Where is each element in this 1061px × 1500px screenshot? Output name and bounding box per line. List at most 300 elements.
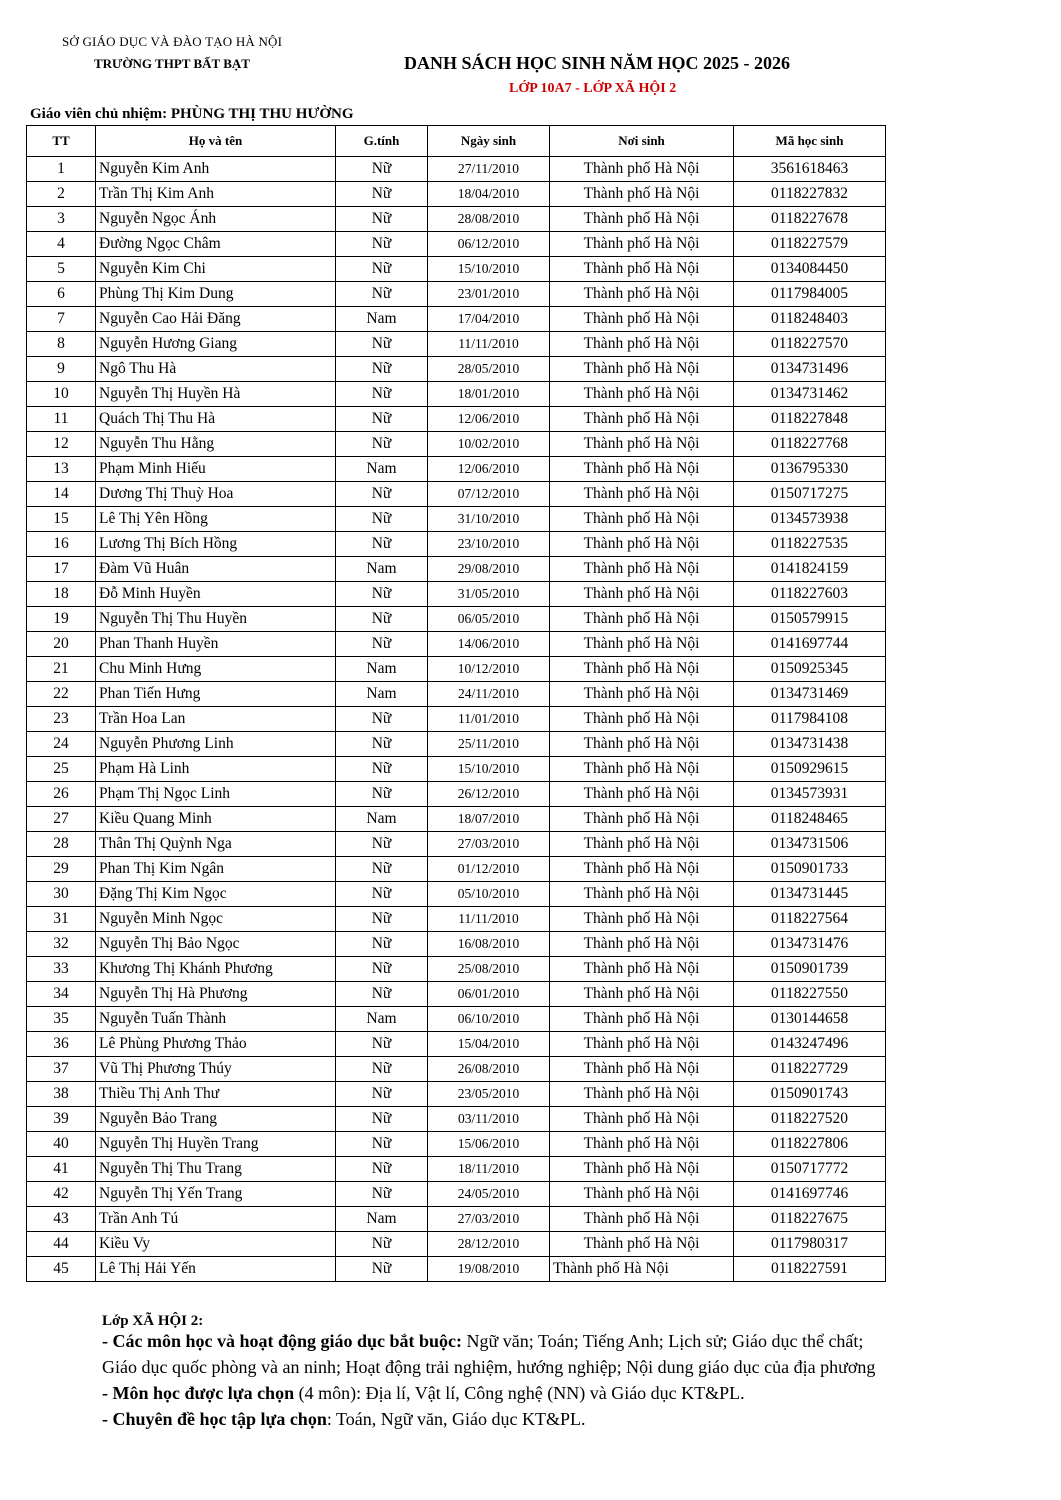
cell-tt: 28 xyxy=(27,832,96,857)
cell-gender: Nữ xyxy=(336,882,428,907)
table-row xyxy=(27,482,886,507)
cell-tt: 35 xyxy=(27,1007,96,1032)
table-row xyxy=(27,982,886,1007)
cell-tt: 37 xyxy=(27,1057,96,1082)
cell-birthplace: Thành phố Hà Nội xyxy=(550,1182,734,1207)
cell-dob: 10/12/2010 xyxy=(428,657,550,682)
cell-birthplace: Thành phố Hà Nội xyxy=(550,157,734,182)
cell-gender: Nữ xyxy=(336,532,428,557)
cell-dob: 26/12/2010 xyxy=(428,782,550,807)
cell-student-id: 0134731506 xyxy=(734,832,886,857)
table-row xyxy=(27,557,886,582)
table-header-row xyxy=(27,126,886,157)
cell-tt: 10 xyxy=(27,382,96,407)
table-row xyxy=(27,307,886,332)
cell-student-id: 0134731462 xyxy=(734,382,886,407)
cell-tt: 17 xyxy=(27,557,96,582)
cell-student-id: 0118227832 xyxy=(734,182,886,207)
cell-student-id: 0117984108 xyxy=(734,707,886,732)
cell-student-id: 0150901739 xyxy=(734,957,886,982)
cell-student-id: 0134084450 xyxy=(734,257,886,282)
cell-birthplace: Thành phố Hà Nội xyxy=(550,532,734,557)
cell-dob: 25/11/2010 xyxy=(428,732,550,757)
cell-tt: 18 xyxy=(27,582,96,607)
cell-name: Nguyễn Thị Hà Phương xyxy=(96,982,336,1007)
cell-student-id: 0134573938 xyxy=(734,507,886,532)
cell-student-id: 0141697744 xyxy=(734,632,886,657)
cell-dob: 27/03/2010 xyxy=(428,832,550,857)
cell-tt: 42 xyxy=(27,1182,96,1207)
cell-gender: Nữ xyxy=(336,732,428,757)
cell-birthplace: Thành phố Hà Nội xyxy=(550,457,734,482)
homeroom-teacher: Giáo viên chủ nhiệm: PHÙNG THỊ THU HƯỜNG xyxy=(30,106,354,122)
cell-gender: Nữ xyxy=(336,1107,428,1132)
class-subtitle: LỚP 10A7 - LỚP XÃ HỘI 2 xyxy=(509,81,677,96)
cell-tt: 15 xyxy=(27,507,96,532)
cell-student-id: 0150901733 xyxy=(734,857,886,882)
table-row xyxy=(27,332,886,357)
cell-tt: 5 xyxy=(27,257,96,282)
cell-dob: 18/01/2010 xyxy=(428,382,550,407)
elective-topics xyxy=(102,1406,892,1432)
cell-dob: 24/05/2010 xyxy=(428,1182,550,1207)
cell-gender: Nữ xyxy=(336,832,428,857)
cell-tt: 13 xyxy=(27,457,96,482)
cell-student-id: 0130144658 xyxy=(734,1007,886,1032)
table-row xyxy=(27,957,886,982)
cell-dob: 29/08/2010 xyxy=(428,557,550,582)
cell-dob: 31/05/2010 xyxy=(428,582,550,607)
cell-dob: 06/10/2010 xyxy=(428,1007,550,1032)
cell-gender: Nữ xyxy=(336,1082,428,1107)
table-row xyxy=(27,182,886,207)
cell-birthplace: Thành phố Hà Nội xyxy=(550,357,734,382)
cell-dob: 03/11/2010 xyxy=(428,1107,550,1132)
cell-tt: 34 xyxy=(27,982,96,1007)
cell-dob: 28/05/2010 xyxy=(428,357,550,382)
col-header-name: Họ và tên xyxy=(96,126,336,157)
table-body xyxy=(27,157,886,1282)
cell-name: Nguyễn Tuấn Thành xyxy=(96,1007,336,1032)
cell-birthplace: Thành phố Hà Nội xyxy=(550,207,734,232)
table-row xyxy=(27,682,886,707)
cell-student-id: 0134731476 xyxy=(734,932,886,957)
cell-gender: Nữ xyxy=(336,1157,428,1182)
table-row xyxy=(27,232,886,257)
cell-dob: 15/10/2010 xyxy=(428,257,550,282)
table-row xyxy=(27,407,886,432)
cell-tt: 21 xyxy=(27,657,96,682)
table-row xyxy=(27,932,886,957)
elective-subjects xyxy=(102,1380,892,1406)
cell-tt: 6 xyxy=(27,282,96,307)
cell-tt: 32 xyxy=(27,932,96,957)
cell-birthplace: Thành phố Hà Nội xyxy=(550,257,734,282)
cell-student-id: 0118227675 xyxy=(734,1207,886,1232)
cell-student-id: 0134731469 xyxy=(734,682,886,707)
table-row xyxy=(27,1057,886,1082)
cell-dob: 27/03/2010 xyxy=(428,1207,550,1232)
cell-birthplace: Thành phố Hà Nội xyxy=(550,1132,734,1157)
cell-name: Nguyễn Bảo Trang xyxy=(96,1107,336,1132)
cell-student-id: 0118227564 xyxy=(734,907,886,932)
cell-birthplace: Thành phố Hà Nội xyxy=(550,807,734,832)
cell-name: Lê Thị Hải Yến xyxy=(96,1257,336,1282)
department-name: SỞ GIÁO DỤC VÀ ĐÀO TẠO HÀ NỘI xyxy=(62,34,283,49)
cell-dob: 18/07/2010 xyxy=(428,807,550,832)
cell-name: Phùng Thị Kim Dung xyxy=(96,282,336,307)
cell-dob: 31/10/2010 xyxy=(428,507,550,532)
cell-student-id: 0150579915 xyxy=(734,607,886,632)
table-row xyxy=(27,432,886,457)
cell-name: Nguyễn Kim Chi xyxy=(96,257,336,282)
cell-birthplace: Thành phố Hà Nội xyxy=(550,432,734,457)
cell-name: Phan Thanh Huyền xyxy=(96,632,336,657)
cell-tt: 12 xyxy=(27,432,96,457)
table-row xyxy=(27,607,886,632)
cell-birthplace: Thành phố Hà Nội xyxy=(550,957,734,982)
cell-tt: 38 xyxy=(27,1082,96,1107)
cell-birthplace: Thành phố Hà Nội xyxy=(550,632,734,657)
cell-birthplace: Thành phố Hà Nội xyxy=(550,332,734,357)
required-subjects xyxy=(102,1328,892,1380)
cell-gender: Nữ xyxy=(336,857,428,882)
cell-birthplace: Thành phố Hà Nội xyxy=(550,1057,734,1082)
table-row xyxy=(27,657,886,682)
cell-tt: 9 xyxy=(27,357,96,382)
cell-student-id: 0150717275 xyxy=(734,482,886,507)
table-row xyxy=(27,757,886,782)
table-row xyxy=(27,807,886,832)
cell-student-id: 0118227570 xyxy=(734,332,886,357)
cell-gender: Nữ xyxy=(336,182,428,207)
table-row xyxy=(27,1107,886,1132)
cell-name: Đàm Vũ Huân xyxy=(96,557,336,582)
cell-dob: 17/04/2010 xyxy=(428,307,550,332)
cell-name: Đường Ngọc Châm xyxy=(96,232,336,257)
cell-birthplace: Thành phố Hà Nội xyxy=(550,232,734,257)
cell-student-id: 0141824159 xyxy=(734,557,886,582)
cell-gender: Nữ xyxy=(336,582,428,607)
table-row xyxy=(27,507,886,532)
cell-dob: 14/06/2010 xyxy=(428,632,550,657)
cell-dob: 26/08/2010 xyxy=(428,1057,550,1082)
table-row xyxy=(27,282,886,307)
cell-tt: 19 xyxy=(27,607,96,632)
cell-dob: 15/06/2010 xyxy=(428,1132,550,1157)
cell-gender: Nữ xyxy=(336,782,428,807)
cell-gender: Nữ xyxy=(336,507,428,532)
cell-gender: Nam xyxy=(336,1007,428,1032)
table-row xyxy=(27,1032,886,1057)
cell-name: Ngô Thu Hà xyxy=(96,357,336,382)
cell-dob: 24/11/2010 xyxy=(428,682,550,707)
cell-tt: 2 xyxy=(27,182,96,207)
cell-student-id: 0118227520 xyxy=(734,1107,886,1132)
cell-name: Nguyễn Phương Linh xyxy=(96,732,336,757)
cell-name: Lê Thị Yên Hồng xyxy=(96,507,336,532)
cell-student-id: 0118227806 xyxy=(734,1132,886,1157)
table-row xyxy=(27,457,886,482)
cell-student-id: 0118227603 xyxy=(734,582,886,607)
cell-student-id: 0117984005 xyxy=(734,282,886,307)
cell-tt: 30 xyxy=(27,882,96,907)
cell-name: Phạm Minh Hiếu xyxy=(96,457,336,482)
cell-tt: 11 xyxy=(27,407,96,432)
col-header-student-id: Mã học sinh xyxy=(734,126,886,157)
cell-birthplace: Thành phố Hà Nội xyxy=(550,1007,734,1032)
cell-birthplace: Thành phố Hà Nội xyxy=(550,282,734,307)
cell-dob: 28/12/2010 xyxy=(428,1232,550,1257)
cell-dob: 11/01/2010 xyxy=(428,707,550,732)
cell-tt: 33 xyxy=(27,957,96,982)
cell-dob: 28/08/2010 xyxy=(428,207,550,232)
cell-student-id: 0118227591 xyxy=(734,1257,886,1282)
cell-gender: Nữ xyxy=(336,707,428,732)
cell-dob: 06/12/2010 xyxy=(428,232,550,257)
cell-name: Kiều Vy xyxy=(96,1232,336,1257)
cell-dob: 23/10/2010 xyxy=(428,532,550,557)
cell-name: Khương Thị Khánh Phương xyxy=(96,957,336,982)
cell-dob: 16/08/2010 xyxy=(428,932,550,957)
cell-birthplace: Thành phố Hà Nội xyxy=(550,1107,734,1132)
cell-birthplace: Thành phố Hà Nội xyxy=(550,832,734,857)
cell-name: Nguyễn Kim Anh xyxy=(96,157,336,182)
cell-gender: Nữ xyxy=(336,1182,428,1207)
cell-name: Nguyễn Thị Thu Huyền xyxy=(96,607,336,632)
cell-name: Nguyễn Thị Huyền Hà xyxy=(96,382,336,407)
table-row xyxy=(27,907,886,932)
col-header-dob: Ngày sinh xyxy=(428,126,550,157)
cell-birthplace: Thành phố Hà Nội xyxy=(550,1082,734,1107)
cell-name: Thiều Thị Anh Thư xyxy=(96,1082,336,1107)
cell-birthplace: Thành phố Hà Nội xyxy=(550,582,734,607)
cell-tt: 29 xyxy=(27,857,96,882)
cell-birthplace: Thành phố Hà Nội xyxy=(550,782,734,807)
cell-gender: Nữ xyxy=(336,1232,428,1257)
cell-name: Nguyễn Minh Ngọc xyxy=(96,907,336,932)
cell-gender: Nữ xyxy=(336,907,428,932)
cell-birthplace: Thành phố Hà Nội xyxy=(550,307,734,332)
subject-notes xyxy=(102,1328,892,1432)
topics-text: : Toán, Ngữ văn, Giáo dục KT&PL. xyxy=(326,1409,586,1429)
cell-student-id: 0118248465 xyxy=(734,807,886,832)
cell-student-id: 0150929615 xyxy=(734,757,886,782)
cell-birthplace: Thành phố Hà Nội xyxy=(550,407,734,432)
cell-birthplace: Thành phố Hà Nội xyxy=(550,482,734,507)
cell-tt: 4 xyxy=(27,232,96,257)
cell-gender: Nữ xyxy=(336,482,428,507)
col-header-gender: G.tính xyxy=(336,126,428,157)
cell-gender: Nữ xyxy=(336,1132,428,1157)
table-row xyxy=(27,832,886,857)
cell-birthplace: Thành phố Hà Nội xyxy=(550,182,734,207)
cell-student-id: 3561618463 xyxy=(734,157,886,182)
cell-student-id: 0141697746 xyxy=(734,1182,886,1207)
cell-dob: 23/01/2010 xyxy=(428,282,550,307)
cell-birthplace: Thành phố Hà Nội xyxy=(550,1232,734,1257)
cell-tt: 20 xyxy=(27,632,96,657)
cell-gender: Nữ xyxy=(336,232,428,257)
cell-dob: 11/11/2010 xyxy=(428,332,550,357)
cell-name: Lương Thị Bích Hồng xyxy=(96,532,336,557)
cell-tt: 1 xyxy=(27,157,96,182)
cell-gender: Nữ xyxy=(336,332,428,357)
cell-gender: Nam xyxy=(336,457,428,482)
cell-student-id: 0118248403 xyxy=(734,307,886,332)
cell-gender: Nữ xyxy=(336,257,428,282)
cell-tt: 22 xyxy=(27,682,96,707)
cell-tt: 27 xyxy=(27,807,96,832)
cell-name: Nguyễn Thị Yến Trang xyxy=(96,1182,336,1207)
table-row xyxy=(27,732,886,757)
table-row xyxy=(27,1007,886,1032)
cell-birthplace: Thành phố Hà Nội xyxy=(550,857,734,882)
table-row xyxy=(27,882,886,907)
table-row xyxy=(27,707,886,732)
cell-dob: 06/01/2010 xyxy=(428,982,550,1007)
notes-class-label: Lớp XÃ HỘI 2: xyxy=(102,1313,204,1329)
cell-gender: Nam xyxy=(336,657,428,682)
cell-student-id: 0134731438 xyxy=(734,732,886,757)
cell-birthplace: Thành phố Hà Nội xyxy=(550,1257,734,1282)
cell-name: Trần Thị Kim Anh xyxy=(96,182,336,207)
cell-dob: 11/11/2010 xyxy=(428,907,550,932)
table-row xyxy=(27,157,886,182)
table-row xyxy=(27,357,886,382)
cell-birthplace: Thành phố Hà Nội xyxy=(550,507,734,532)
cell-student-id: 0134731445 xyxy=(734,882,886,907)
cell-name: Nguyễn Thị Thu Trang xyxy=(96,1157,336,1182)
cell-dob: 06/05/2010 xyxy=(428,607,550,632)
cell-birthplace: Thành phố Hà Nội xyxy=(550,1157,734,1182)
cell-gender: Nữ xyxy=(336,957,428,982)
cell-gender: Nữ xyxy=(336,382,428,407)
cell-dob: 05/10/2010 xyxy=(428,882,550,907)
table-row xyxy=(27,857,886,882)
cell-tt: 39 xyxy=(27,1107,96,1132)
table-row xyxy=(27,632,886,657)
required-label: - Các môn học và hoạt động giáo dục bắt buộc: xyxy=(102,1331,463,1351)
cell-name: Trần Hoa Lan xyxy=(96,707,336,732)
cell-birthplace: Thành phố Hà Nội xyxy=(550,382,734,407)
cell-birthplace: Thành phố Hà Nội xyxy=(550,657,734,682)
table-row xyxy=(27,1157,886,1182)
cell-name: Đặng Thị Kim Ngọc xyxy=(96,882,336,907)
cell-name: Phan Thị Kim Ngân xyxy=(96,857,336,882)
cell-student-id: 0134573931 xyxy=(734,782,886,807)
cell-birthplace: Thành phố Hà Nội xyxy=(550,907,734,932)
table-row xyxy=(27,257,886,282)
cell-student-id: 0150901743 xyxy=(734,1082,886,1107)
cell-tt: 7 xyxy=(27,307,96,332)
cell-birthplace: Thành phố Hà Nội xyxy=(550,932,734,957)
cell-name: Lê Phùng Phương Thảo xyxy=(96,1032,336,1057)
cell-tt: 16 xyxy=(27,532,96,557)
cell-gender: Nữ xyxy=(336,632,428,657)
cell-tt: 44 xyxy=(27,1232,96,1257)
cell-dob: 15/04/2010 xyxy=(428,1032,550,1057)
cell-student-id: 0118227768 xyxy=(734,432,886,457)
cell-dob: 12/06/2010 xyxy=(428,407,550,432)
cell-name: Đỗ Minh Huyền xyxy=(96,582,336,607)
cell-name: Nguyễn Cao Hải Đăng xyxy=(96,307,336,332)
cell-gender: Nữ xyxy=(336,207,428,232)
table-row xyxy=(27,1132,886,1157)
cell-birthplace: Thành phố Hà Nội xyxy=(550,1207,734,1232)
cell-birthplace: Thành phố Hà Nội xyxy=(550,757,734,782)
cell-tt: 36 xyxy=(27,1032,96,1057)
table-row xyxy=(27,782,886,807)
cell-tt: 45 xyxy=(27,1257,96,1282)
cell-student-id: 0118227848 xyxy=(734,407,886,432)
cell-gender: Nữ xyxy=(336,432,428,457)
cell-gender: Nữ xyxy=(336,407,428,432)
cell-dob: 12/06/2010 xyxy=(428,457,550,482)
cell-student-id: 0117980317 xyxy=(734,1232,886,1257)
cell-dob: 25/08/2010 xyxy=(428,957,550,982)
cell-student-id: 0118227678 xyxy=(734,207,886,232)
student-table xyxy=(26,125,886,1282)
required-text: Ngữ văn; Toán; Tiếng Anh; Lịch sử; Giáo dục thể chất; Giáo dục quốc phòng và an ninh; Hoạt động trải nghiệm, hướng nghiệp; Nội dung giáo dục của địa phương xyxy=(102,1331,876,1377)
cell-dob: 19/08/2010 xyxy=(428,1257,550,1282)
cell-dob: 27/11/2010 xyxy=(428,157,550,182)
cell-name: Chu Minh Hưng xyxy=(96,657,336,682)
cell-name: Nguyễn Thị Bảo Ngọc xyxy=(96,932,336,957)
table-row xyxy=(27,1257,886,1282)
elective-label: - Môn học được lựa chọn xyxy=(102,1383,295,1403)
cell-name: Dương Thị Thuỳ Hoa xyxy=(96,482,336,507)
cell-gender: Nam xyxy=(336,307,428,332)
page-title: DANH SÁCH HỌC SINH NĂM HỌC 2025 - 2026 xyxy=(404,53,791,73)
cell-dob: 07/12/2010 xyxy=(428,482,550,507)
cell-name: Nguyễn Hương Giang xyxy=(96,332,336,357)
cell-gender: Nữ xyxy=(336,757,428,782)
topics-label: - Chuyên đề học tập lựa chọn xyxy=(102,1409,327,1429)
school-name: TRƯỜNG THPT BẤT BẠT xyxy=(94,56,250,71)
table-row xyxy=(27,1207,886,1232)
cell-gender: Nữ xyxy=(336,607,428,632)
cell-gender: Nam xyxy=(336,1207,428,1232)
cell-name: Phan Tiến Hưng xyxy=(96,682,336,707)
cell-tt: 43 xyxy=(27,1207,96,1232)
cell-name: Trần Anh Tú xyxy=(96,1207,336,1232)
table-row xyxy=(27,1082,886,1107)
cell-student-id: 0136795330 xyxy=(734,457,886,482)
cell-tt: 23 xyxy=(27,707,96,732)
cell-birthplace: Thành phố Hà Nội xyxy=(550,557,734,582)
cell-tt: 25 xyxy=(27,757,96,782)
cell-birthplace: Thành phố Hà Nội xyxy=(550,882,734,907)
cell-name: Nguyễn Thị Huyền Trang xyxy=(96,1132,336,1157)
cell-gender: Nữ xyxy=(336,1032,428,1057)
cell-student-id: 0150717772 xyxy=(734,1157,886,1182)
cell-dob: 18/04/2010 xyxy=(428,182,550,207)
table-row xyxy=(27,207,886,232)
cell-tt: 40 xyxy=(27,1132,96,1157)
cell-tt: 41 xyxy=(27,1157,96,1182)
cell-gender: Nữ xyxy=(336,357,428,382)
cell-student-id: 0118227579 xyxy=(734,232,886,257)
cell-tt: 31 xyxy=(27,907,96,932)
cell-birthplace: Thành phố Hà Nội xyxy=(550,682,734,707)
cell-gender: Nam xyxy=(336,557,428,582)
cell-gender: Nam xyxy=(336,807,428,832)
cell-student-id: 0118227729 xyxy=(734,1057,886,1082)
cell-name: Nguyễn Thu Hằng xyxy=(96,432,336,457)
cell-birthplace: Thành phố Hà Nội xyxy=(550,707,734,732)
cell-name: Vũ Thị Phương Thúy xyxy=(96,1057,336,1082)
